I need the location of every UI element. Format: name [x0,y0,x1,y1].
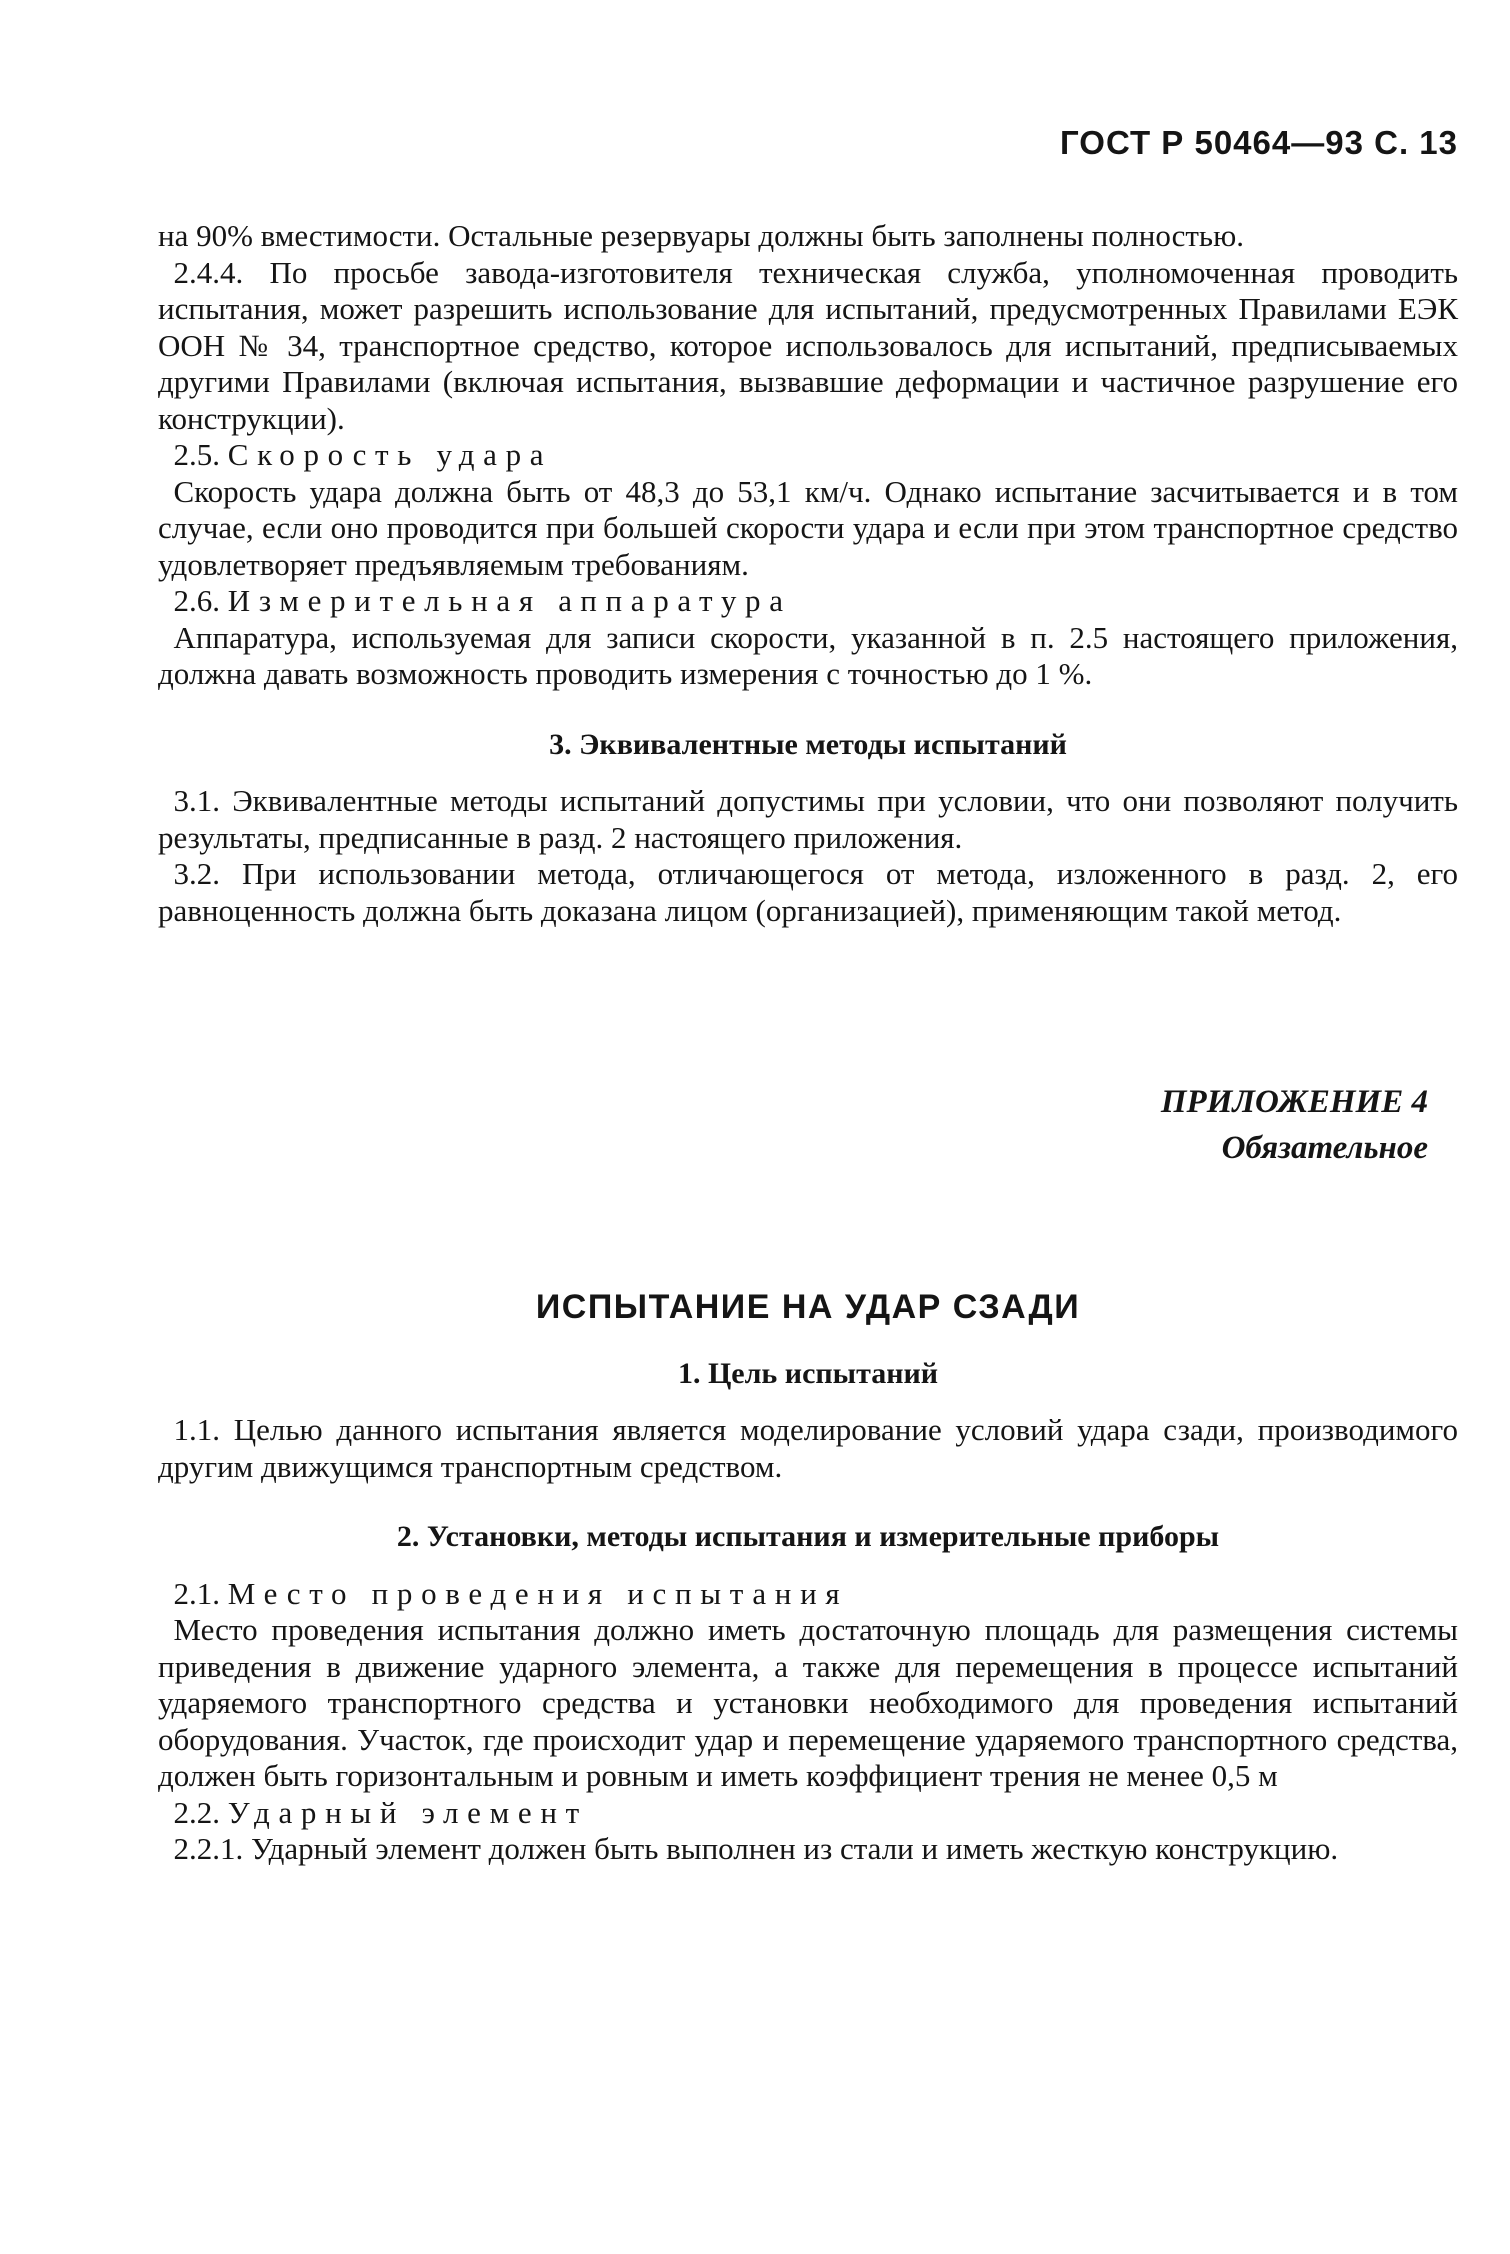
spacer [158,929,1458,1079]
part-1-title: 1. Цель испытаний [677,1356,939,1390]
subsection-number: 2.2. [173,1794,220,1830]
paragraph-2-4-4: 2.4.4. По просьбе завода-изготовителя техническая служба, уполномоченная проводить испытания, может разрешить использование для испытаний, предусмотренных Правилами ЕЭК ООН № 34, транспортное средство, которое использовалось для испытаний, предписываемых другими Правилами (включая испытания, вызвавшие деформации и частичное разрушение его конструкции). [158,254,1458,436]
subsection-number: 2.5. [173,437,220,472]
subsection-title: Место проведения испытания [227,1575,849,1611]
subsection-title: Измерительная аппаратура [227,583,792,618]
section-3-title: 3. Эквивалентные методы испытаний [549,727,1067,761]
paragraph-2-6: Аппаратура, используемая для записи скорости, указанной в п. 2.5 настоящего приложения, должна давать возможность проводить измерения с точностью до 1 %. [158,619,1458,691]
paragraph-3-1: 3.1. Эквивалентные методы испытаний допустимы при условии, что они позволяют получить результаты, предписанные в разд. 2 настоящего приложения. [158,783,1458,855]
subsection-number: 2.1. [173,1575,220,1611]
paragraph-2-5: Скорость удара должна быть от 48,3 до 53,1 км/ч. Однако испытание засчитывается и в том случае, если оно проводится при большей скорости удара и если при этом транспортное средство удовлетворяет предъявляемым требованиям. [158,473,1458,582]
paragraph-2-1: Место проведения испытания должно иметь достаточную площадь для размещения системы приведения в движение ударного элемента, а также для перемещения в процессе испытаний ударяемого транспортного средства и установки необходимого для проведения испытаний оборудования. Участок, где происходит удар и перемещение ударяемого транспортного средства, должен быть горизонтальным и ровным и иметь коэффициент трения не менее 0,5 м [158,1612,1458,1793]
paragraph-continued: на 90% вместимости. Остальные резервуары должны быть заполнены полностью. [158,218,1244,253]
page-content [158,218,1458,1868]
subsection-2-5-heading [158,437,1458,474]
page-header: ГОСТ Р 50464—93 С. 13 [1060,124,1458,161]
subsection-number: 2.6. [173,583,220,618]
subsection-2-2-heading [158,1795,1458,1832]
appendix-status: Обязательное [1221,1130,1428,1166]
subsection-title: Ударный элемент [227,1794,588,1830]
part-2-title: 2. Установки, методы испытания и измерительные приборы [396,1520,1220,1553]
subsection-title: Скорость удара [227,437,553,472]
appendix-label: ПРИЛОЖЕНИЕ 4 [1160,1084,1428,1120]
paragraph-1-1: 1.1. Целью данного испытания является моделирование условий удара сзади, производимого другим движущимся транспортным средством. [158,1412,1458,1484]
subsection-2-1-heading [158,1576,1458,1613]
paragraph-2-2-1: 2.2.1. Ударный элемент должен быть выполнен из стали и иметь жесткую конструкцию. [173,1831,1339,1866]
main-title: ИСПЫТАНИЕ НА УДАР СЗАДИ [535,1288,1081,1326]
subsection-2-6-heading [158,583,1458,620]
paragraph-3-2: 3.2. При использовании метода, отличающегося от метода, изложенного в разд. 2, его равноценность должна быть доказана лицом (организацией), применяющим такой метод. [158,856,1458,928]
